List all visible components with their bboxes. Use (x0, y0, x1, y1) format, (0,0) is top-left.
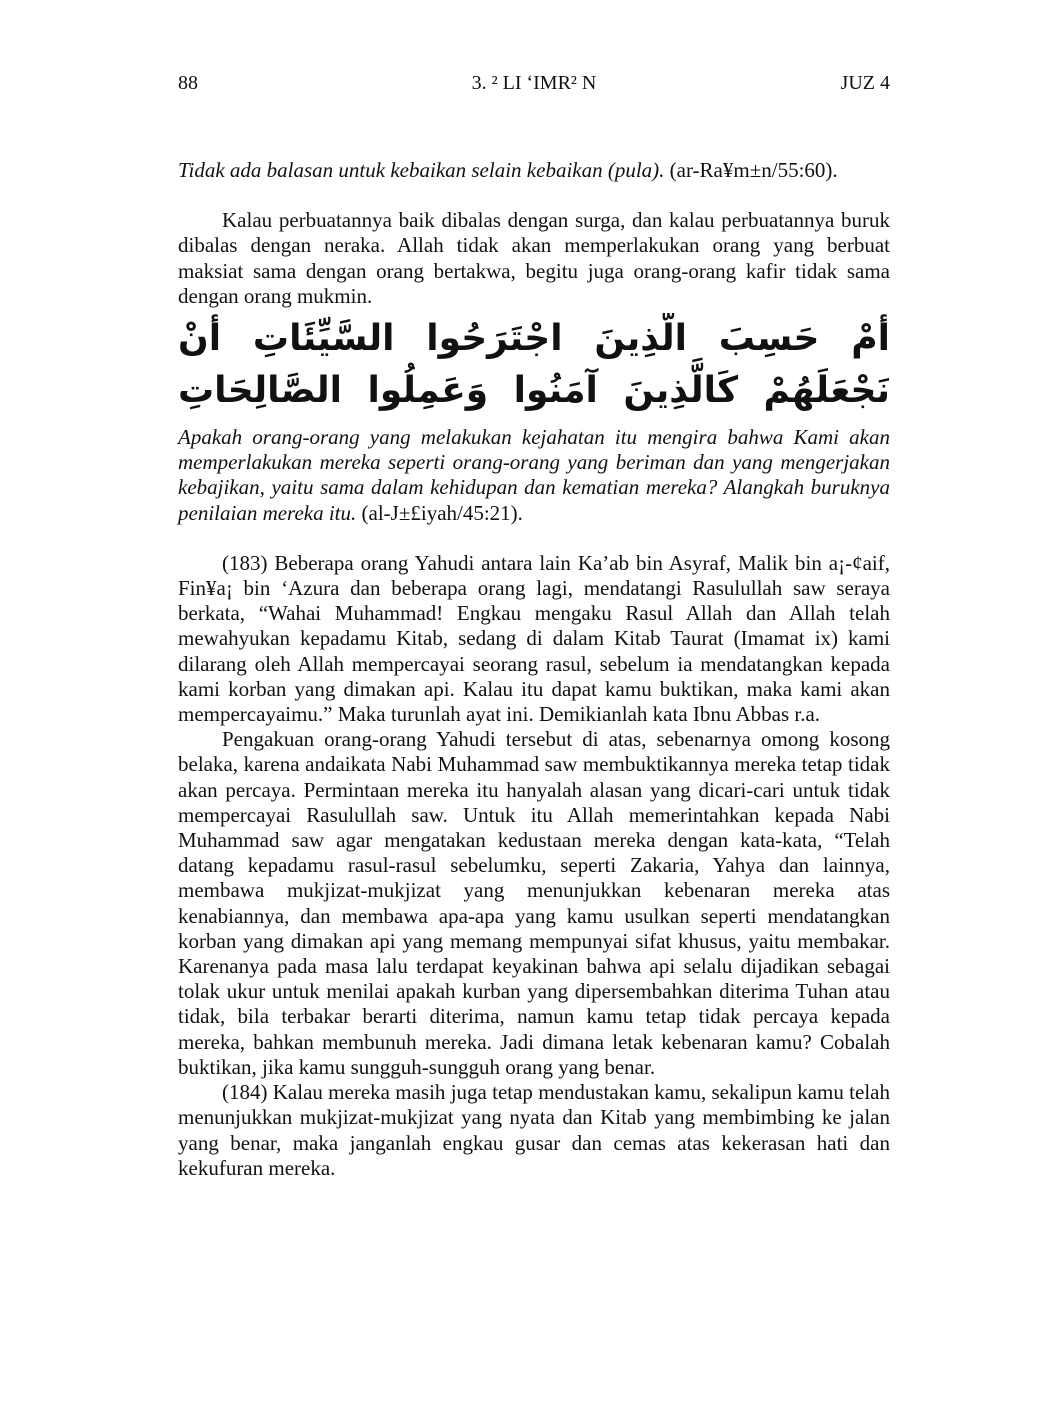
quote-2-reference: (al-J±£iyah/45:21). (356, 500, 523, 525)
quote-2-text: Apakah orang-orang yang melakukan kejahatan itu mengira bahwa Kami akan memperlakukan mereka seperti orang-orang yang beriman dan yang mengerjakan kebajikan, yaitu sama dalam kehidupan dan kematian mereka? Alangkah buruknya penilaian mereka itu. (178, 425, 890, 525)
chapter-title: 3. ² LI ‘IMR² N (471, 72, 597, 94)
page-number: 88 (178, 72, 198, 94)
quote-1-reference: (ar-Ra¥m±n/55:60). (664, 158, 838, 182)
paragraph-183-explanation: Pengakuan orang-orang Yahudi tersebut di atas, sebenarnya omong kosong belaka, karena andaikata Nabi Muhammad saw membuktikannya mereka tetap tidak akan percaya. Permintaan mereka itu hanyalah alasan yang dicari-cari untuk tidak mempercayai Rasulullah saw. Untuk itu Allah memerintahkan kepada Nabi Muhammad saw agar mengatakan kedustaan mereka dengan kata-kata, “Telah datang kepadamu rasul-rasul sebelumku, seperti Zakaria, Yahya dan lainnya, membawa mukjizat-mukjizat yang menunjukkan kebenaran mereka atas kenabiannya, dan membawa apa-apa yang kamu usulkan seperti mendatangkan korban yang dimakan api yang memang mempunyai sifat khusus, yaitu membakar. Karenanya pada masa lalu terdapat keyakinan bahwa api selalu dijadikan sebagai tolak ukur untuk menilai apakah kurban yang dipersembahkan diterima Tuhan atau tidak, bila terbakar berarti diterima, namun kamu tetap tidak percaya kepada mereka, bahkan membunuh mereka. Jadi dimana letak kebenaran kamu? Cobalah buktikan, jika kamu sungguh-sungguh orang yang benar. (178, 727, 890, 1079)
quote-translation-2 (178, 425, 890, 526)
page-header (178, 72, 890, 98)
quote-translation-1 (178, 158, 890, 183)
arabic-verse (178, 313, 890, 423)
arabic-verse-line-1: أَمْ حَسِبَ الَّذِينَ اجْتَرَحُوا السَّيِّئَاتِ أَنْ نَجْعَلَهُمْ كَالَّذِينَ آمَنُوا وَعَمِلُوا الصَّالِحَاتِ (178, 318, 890, 412)
paragraph-1: Kalau perbuatannya baik dibalas dengan surga, dan kalau perbuatannya buruk dibalas dengan neraka. Allah tidak akan memperlakukan orang yang berbuat maksiat sama dengan orang bertakwa, begitu juga orang-orang kafir tidak sama dengan orang mukmin. (178, 208, 890, 308)
page-body (178, 158, 890, 1181)
paragraph-184: (184) Kalau mereka masih juga tetap mendustakan kamu, sekalipun kamu telah menunjukkan mukjizat-mukjizat yang nyata dan Kitab yang membimbing ke jalan yang benar, maka janganlah engkau gusar dan cemas atas kekerasan hati dan kekufuran mereka. (178, 1080, 890, 1180)
juz-label: JUZ 4 (840, 72, 890, 94)
paragraph-183: (183) Beberapa orang Yahudi antara lain Ka’ab bin Asyraf, Malik bin a¡-¢aif, Fin¥a¡ bin ‘Azura dan beberapa orang lagi, mendatangi Rasulullah saw seraya berkata, “Wahai Muhammad! Engkau mengaku Rasul Allah dan Allah telah mewahyukan kepadamu Kitab, sedang di dalam Kitab Taurat (Imamat ix) kami dilarang oleh Allah mempercayai seorang rasul, sebelum ia mendatangkan kepada kami korban yang dimakan api. Kalau itu dapat kamu buktikan, maka kami akan mempercayaimu.” Maka turunlah ayat ini. Demikianlah kata Ibnu Abbas r.a. (178, 550, 890, 727)
quote-1-text: Tidak ada balasan untuk kebaikan selain kebaikan (pula). (178, 158, 665, 182)
